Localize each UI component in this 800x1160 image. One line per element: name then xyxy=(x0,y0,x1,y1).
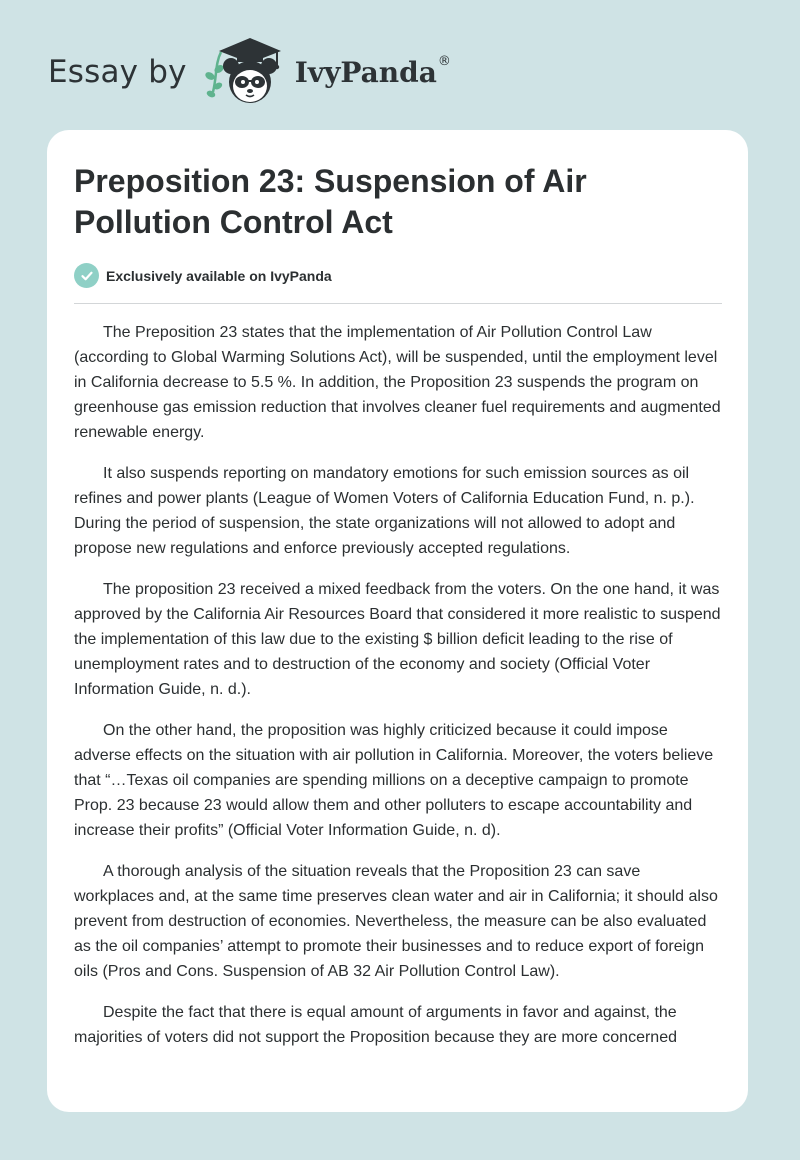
brand-prefix: Essay by xyxy=(48,54,187,90)
paragraph: The Preposition 23 states that the implementation of Air Pollution Control Law (according to Global Warming Solutions Act), will be suspended, until the employment level in California decrease to 5.5 %. In addition, the Proposition 23 suspends the program on greenhouse gas emission reduction that involves cleaner fuel requirements and augmented renewable energy. xyxy=(74,324,721,441)
brand-header[interactable] xyxy=(48,36,451,108)
paragraph: The proposition 23 received a mixed feedback from the voters. On the one hand, it was approved by the California Air Resources Board that considered it more realistic to suspend the implementation of this law due to the existing $ billion deficit leading to the rise of unemployment rates and to destruction of the economy and society (Official Voter Information Guide, n. d.). xyxy=(74,581,721,698)
check-circle-icon xyxy=(74,263,99,288)
registered-mark: ® xyxy=(437,54,451,69)
paragraph: Despite the fact that there is equal amount of arguments in favor and against, the majorities of voters did not support the Proposition because they are more concerned xyxy=(74,1004,677,1046)
paragraph: On the other hand, the proposition was highly criticized because it could impose adverse effects on the situation with air pollution in California. Moreover, the voters believe that “…Texas oil companies are spending millions on a deceptive campaign to promote Prop. 23 because 23 would allow them and other polluters to escape accountability and increase their profits” (Official Voter Information Guide, n. d). xyxy=(74,722,714,839)
paragraph: A thorough analysis of the situation reveals that the Proposition 23 can save workplaces and, at the same time preserves clean water and air in California; it should also prevent from destruction of economies. Nevertheless, the measure can be also evaluated as the oil companies’ attempt to promote their businesses and to reduce export of foreign oils (Pros and Cons. Suspension of AB 32 Air Pollution Control Law). xyxy=(74,863,718,980)
paragraph: It also suspends reporting on mandatory emotions for such emission sources as oil refines and power plants (League of Women Voters of California Education Fund, n. p.). During the period of suspension, the state organizations will not allowed to adopt and propose new regulations and enforce previously accepted regulations. xyxy=(74,465,695,557)
essay-body xyxy=(74,320,724,1066)
divider xyxy=(74,303,722,304)
brand-name: IvyPanda xyxy=(294,55,437,89)
exclusive-badge-label: Exclusively available on IvyPanda xyxy=(106,267,332,284)
essay-card xyxy=(47,130,748,1112)
exclusive-badge xyxy=(74,263,332,288)
panda-graduation-cap-logo-icon xyxy=(197,36,289,108)
page-title: Preposition 23: Suspension of Air Pollution Control Act xyxy=(74,163,587,240)
